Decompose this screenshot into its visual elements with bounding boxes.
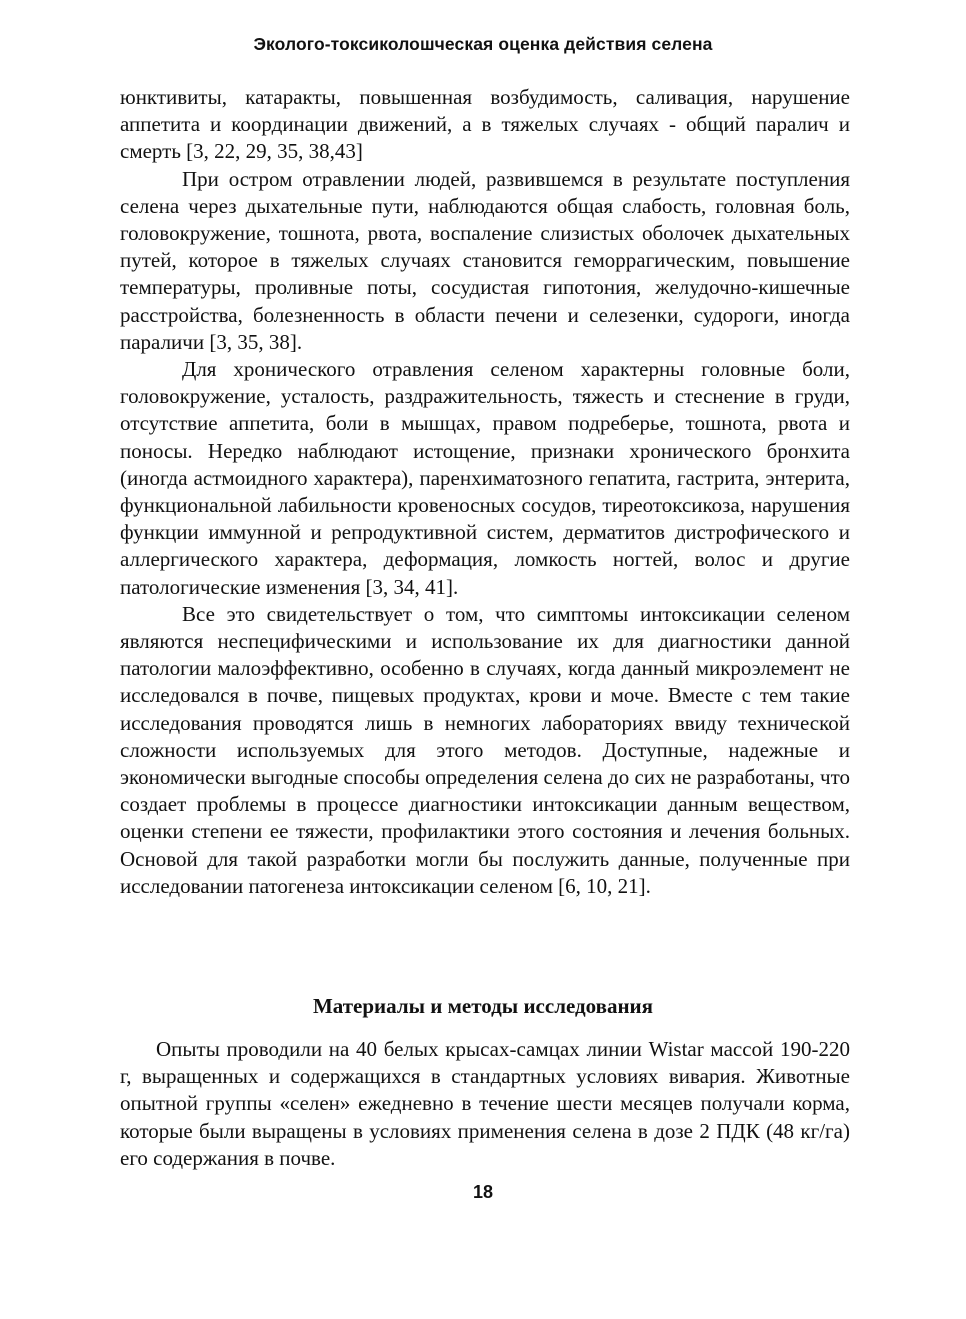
methods-text [120, 1036, 850, 1172]
paragraph-diagnostics: Все это свидетельствует о том, что симптомы интоксикации селеном являются неспецифическими и использование их для диагностики данной патологии малоэффективно, особенно в случаях, когда данный микроэлемент не исследовался в почве, пищевых продуктах, крови и моче. Вместе с тем такие исследования проводятся лишь в немногих лабораториях ввиду технической сложности используемых для этого методов. Доступные, надежные и экономически выгодные способы определения селена до сих не разработаны, что создает проблемы в процессе диагностики интоксикации данным веществом, оценки степени ее тяжести, профилактики этого состояния и лечения больных. Основой для такой разработки могли бы послужить данные, полученные при исследовании патогенеза интоксикации селеном [6, 10, 21]. [120, 601, 850, 898]
paragraph-acute-poisoning: При остром отравлении людей, развившемся в результате поступления селена через дыхательные пути, наблюдаются общая слабость, головная боль, головокружение, тошнота, рвота, воспаление слизистых оболочек дыхательных путей, которое в тяжелых случаях становится геморрагическим, повышение температуры, проливные поты, сосудистая гипотония, желудочно-кишечные расстройства, болезненность в области печени и селезенки, судороги, иногда параличи [3, 35, 38]. [120, 166, 850, 354]
page-number: 18 [472, 1182, 494, 1202]
paragraph-chronic-poisoning: Для хронического отравления селеном характерны головные боли, головокружение, усталость, раздражительность, тяжесть и стеснение в груди, отсутствие аппетита, боли в мышцах, правом подреберье, тошнота, рвота и поносы. Нередко наблюдают истощение, признаки хронического бронхита (иногда астмоидного характера), паренхиматозного гепатита, гастрита, энтерита, функциональной лабильности кровеносных сосудов, тиреотоксикоза, нарушения функции иммунной и репродуктивной систем, дерматитов дистрофического и аллергического характера, деформация, ломкость ногтей, волос и другие патологические изменения [3, 34, 41]. [120, 357, 850, 599]
section-heading: Материалы и методы исследования [312, 994, 654, 1018]
running-header: Эколого-токсиколошческая оценка действия селена [253, 34, 713, 54]
body-text [120, 84, 850, 900]
paragraph-methods: Опыты проводили на 40 белых крысах-самцах линии Wistar массой 190-220 г, выращенных и содержащихся в стандартных условиях вивария. Животные опытной группы «селен» ежедневно в течение шести месяцев получали корма, которые были выращены в условиях применения селена в дозе 2 ПДК (48 кг/га) его содержания в почве. [120, 1037, 850, 1170]
paragraph-continuation: юнктивиты, катаракты, повышенная возбудимость, саливация, нарушение аппетита и координации движений, а в тяжелых случаях - общий паралич и смерть [3, 22, 29, 35, 38,43] [120, 85, 850, 164]
